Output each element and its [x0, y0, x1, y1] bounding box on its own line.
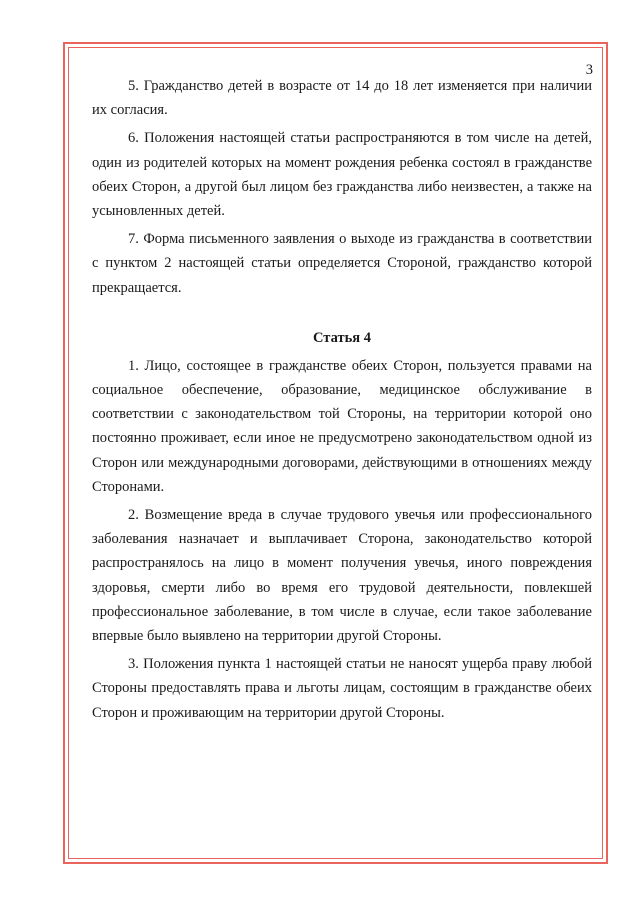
paragraph-5: 5. Гражданство детей в возрасте от 14 до 18 лет изменяется при наличии их согласия. [92, 78, 592, 119]
page-number: 3 [585, 62, 593, 78]
article-paragraph-2: 2. Возмещение вреда в случае трудового увечья или профессионального заболевания назначает и выплачивает Сторона, законодательство которой распространялось на лицо в момент получения увечья, иного повреждения здоровья, смерти либо во время его трудовой деятельности, повлекшей профессиональное заболевание, в том числе в случае, если такое заболевание впервые было выявлено на территории другой Стороны. [92, 507, 592, 645]
article-heading: Статья 4 [313, 329, 371, 346]
article-paragraph-1: 1. Лицо, состоящее в гражданстве обеих Сторон, пользуется правами на социальное обеспечение, образование, медицинское обслуживание в соответствии с законодательством той Стороны, на территории которой оно постоянно проживает, если иное не предусмотрено законодательством одной из Сторон или международными договорами, действующими в отношениях между Сторонами. [92, 357, 592, 495]
document-body [92, 74, 592, 729]
paragraph-6: 6. Положения настоящей статьи распространяются в том числе на детей, один из родителей которых на момент рождения ребенка состоял в гражданстве обеих Сторон, а другой был лицом без гражданства либо неизвестен, а также на усыновленных детей. [92, 130, 592, 220]
paragraph-7: 7. Форма письменного заявления о выходе из гражданства в соответствии с пунктом 2 настоящей статьи определяется Стороной, гражданство которой прекращается. [92, 231, 592, 296]
article-paragraph-3: 3. Положения пункта 1 настоящей статьи не наносят ущерба праву любой Стороны предоставлять права и льготы лицам, состоящим в гражданстве обеих Сторон и проживающим на территории другой Стороны. [92, 656, 592, 721]
